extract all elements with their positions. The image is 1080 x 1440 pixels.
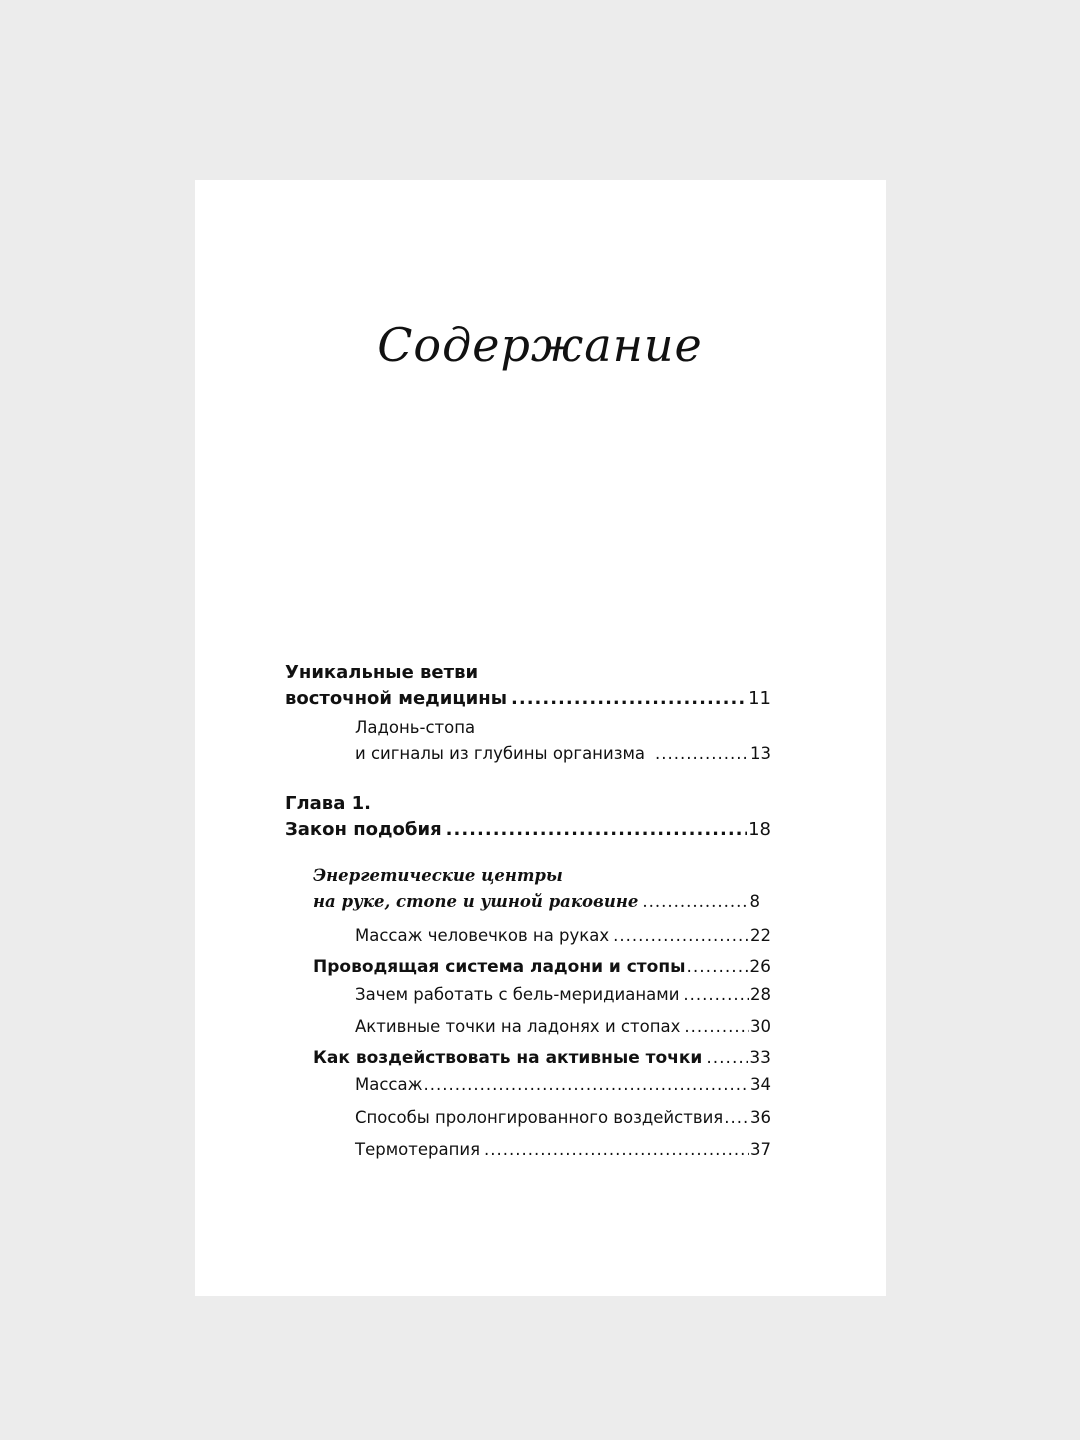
toc-page-number: 22 (750, 926, 771, 945)
toc-page-number: 33 (749, 1048, 771, 1068)
toc-entry-line1: Уникальные ветви (285, 662, 479, 683)
toc-entry (355, 923, 771, 949)
toc-entry-text: и сигналы из глубины организма (355, 744, 646, 763)
toc-entry-text: Способы пролонгированного воздействия (355, 1108, 724, 1127)
dot-leader (446, 817, 747, 843)
toc-entry-line1: Глава 1. (285, 793, 371, 814)
toc-entry-line1: Энергетические центры (313, 866, 563, 885)
toc-entry (355, 1014, 771, 1040)
dot-leader (706, 1045, 748, 1071)
toc-entry-text: Активные точки на ладонях и стопах (355, 1017, 681, 1036)
toc-entry-text: Зачем работать с бель-меридианами (355, 985, 680, 1004)
toc-entry (355, 1105, 771, 1131)
toc-entry-text: Закон подобия (285, 819, 442, 840)
toc-page-number: 28 (750, 985, 771, 1004)
toc-entry (313, 954, 771, 980)
toc-entry-text: Проводящая система ладони и стопы (313, 957, 686, 977)
toc-page-number: 26 (749, 957, 771, 977)
dot-leader (423, 1072, 749, 1098)
toc-entry (313, 863, 760, 915)
toc-page-number: 30 (750, 1017, 771, 1036)
toc-entry-line1: Ладонь-стопа (355, 718, 476, 737)
toc-page-number: 11 (748, 688, 771, 709)
dot-leader (724, 1105, 749, 1131)
toc-page-number: 18 (748, 819, 771, 840)
dot-leader (686, 954, 748, 980)
toc-page-number: 37 (750, 1140, 771, 1159)
dot-leader (684, 1014, 749, 1040)
toc-entry-text: Массаж человечков на руках (355, 926, 610, 945)
dot-leader (642, 889, 748, 915)
toc-page-number: 34 (750, 1075, 771, 1094)
toc-entry-text: Массаж (355, 1075, 423, 1094)
toc-entry (355, 982, 771, 1008)
dot-leader (484, 1137, 749, 1163)
toc-entry (355, 715, 771, 767)
page-title: Содержание (377, 318, 703, 372)
toc-page-number: 8 (749, 892, 760, 911)
toc-entry-text: Термотерапия (355, 1140, 481, 1159)
toc-entry (285, 791, 771, 843)
toc-page-number: 36 (750, 1108, 771, 1127)
toc-entry-text: на руке, стопе и ушной раковине (313, 892, 639, 911)
dot-leader (655, 741, 749, 767)
toc-entry (313, 1045, 771, 1071)
toc-entry (355, 1072, 771, 1098)
toc-entry-text: восточной медицины (285, 688, 508, 709)
dot-leader (613, 923, 749, 949)
toc-entry (355, 1137, 771, 1163)
toc-page-number: 13 (750, 744, 771, 763)
dot-leader (683, 982, 749, 1008)
toc-entry-text: Как воздействовать на активные точки (313, 1048, 703, 1068)
dot-leader (511, 686, 747, 712)
toc-entry (285, 660, 771, 712)
